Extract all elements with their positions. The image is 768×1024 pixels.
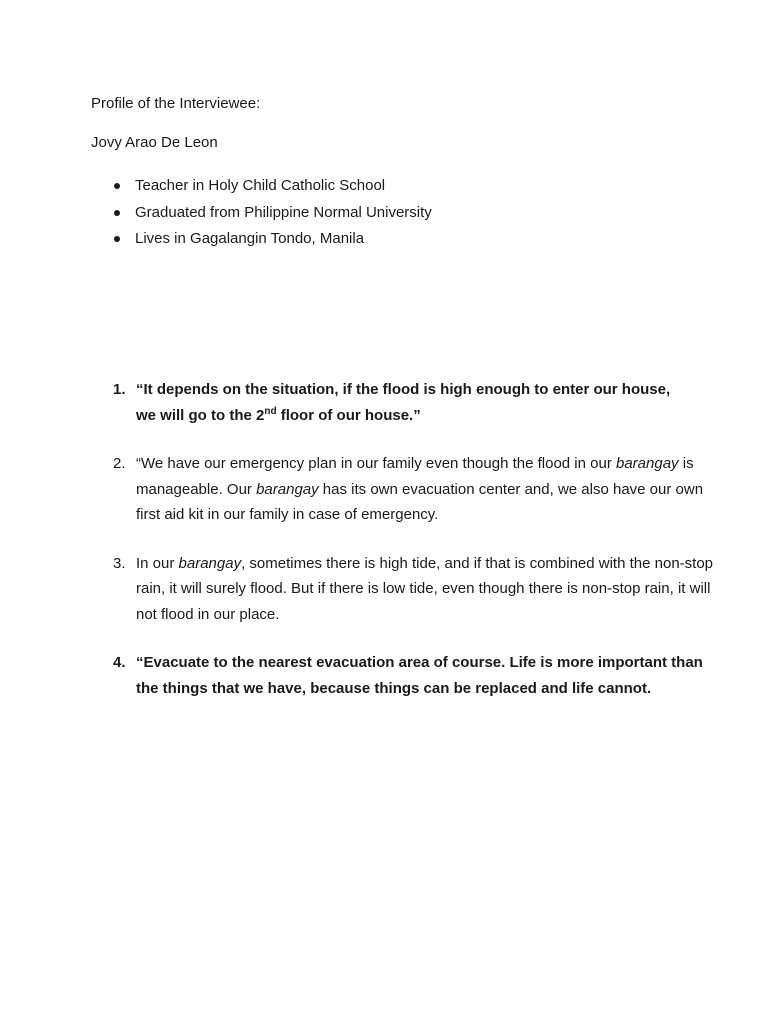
italic-term: barangay bbox=[178, 554, 242, 572]
answer-item-2 bbox=[113, 451, 713, 528]
answer-text-line: “It depends on the situation, if the flood is high enough to enter our house, bbox=[136, 381, 671, 398]
answer-text-segment: “We have our emergency plan in our family even though the flood in our bbox=[136, 455, 616, 472]
answer-text-segment: , sometimes there is high tide, and if that is combined with the non-stop rain, it will surely flood. But if there is low tide, even though there is non-stop rain, it will not flood in our place. bbox=[136, 554, 714, 623]
answer-text: “Evacuate to the nearest evacuation area of course. Life is more important than the things that we have, because things can be replaced and life cannot. bbox=[136, 654, 703, 697]
bullet-icon bbox=[114, 236, 120, 242]
answer-text-segment: we will go to the 2 bbox=[136, 406, 265, 424]
profile-bullet-text: Lives in Gagalangin Tondo, Manila bbox=[135, 230, 365, 247]
answer-item-3 bbox=[113, 551, 713, 628]
answer-text-segment: In our bbox=[136, 554, 179, 572]
answer-text bbox=[136, 551, 713, 628]
answer-text-segment: has its own evacuation center and, we also have our own first aid kit in our family in case of emergency. bbox=[136, 480, 704, 523]
answer-text-segment: is manageable. Our bbox=[136, 455, 694, 498]
bullet-icon bbox=[114, 210, 120, 216]
italic-term: barangay bbox=[256, 480, 319, 498]
profile-bullet-item bbox=[91, 200, 432, 227]
answer-item-4 bbox=[113, 650, 713, 701]
ordinal-superscript: nd bbox=[264, 405, 277, 417]
interview-answers-list bbox=[113, 377, 713, 724]
answer-text-segment: floor of our house.” bbox=[276, 406, 421, 424]
profile-heading: Profile of the Interviewee: bbox=[91, 95, 261, 112]
profile-bullet-item bbox=[91, 226, 432, 253]
profile-bullet-text: Teacher in Holy Child Catholic School bbox=[135, 177, 386, 194]
italic-term: barangay bbox=[616, 455, 679, 472]
interviewee-name: Jovy Arao De Leon bbox=[91, 134, 218, 151]
bullet-icon bbox=[114, 183, 120, 189]
profile-bullet-text: Graduated from Philippine Normal University bbox=[135, 203, 432, 221]
answer-number: 4. bbox=[113, 654, 126, 671]
answer-text bbox=[136, 377, 713, 428]
profile-bullet-item bbox=[91, 173, 432, 200]
answer-item-1 bbox=[113, 377, 713, 428]
answer-number: 3. bbox=[113, 554, 126, 572]
answer-text bbox=[136, 451, 713, 528]
answer-number: 1. bbox=[113, 381, 126, 398]
profile-bullet-list bbox=[91, 173, 432, 253]
answer-number: 2. bbox=[113, 455, 126, 472]
